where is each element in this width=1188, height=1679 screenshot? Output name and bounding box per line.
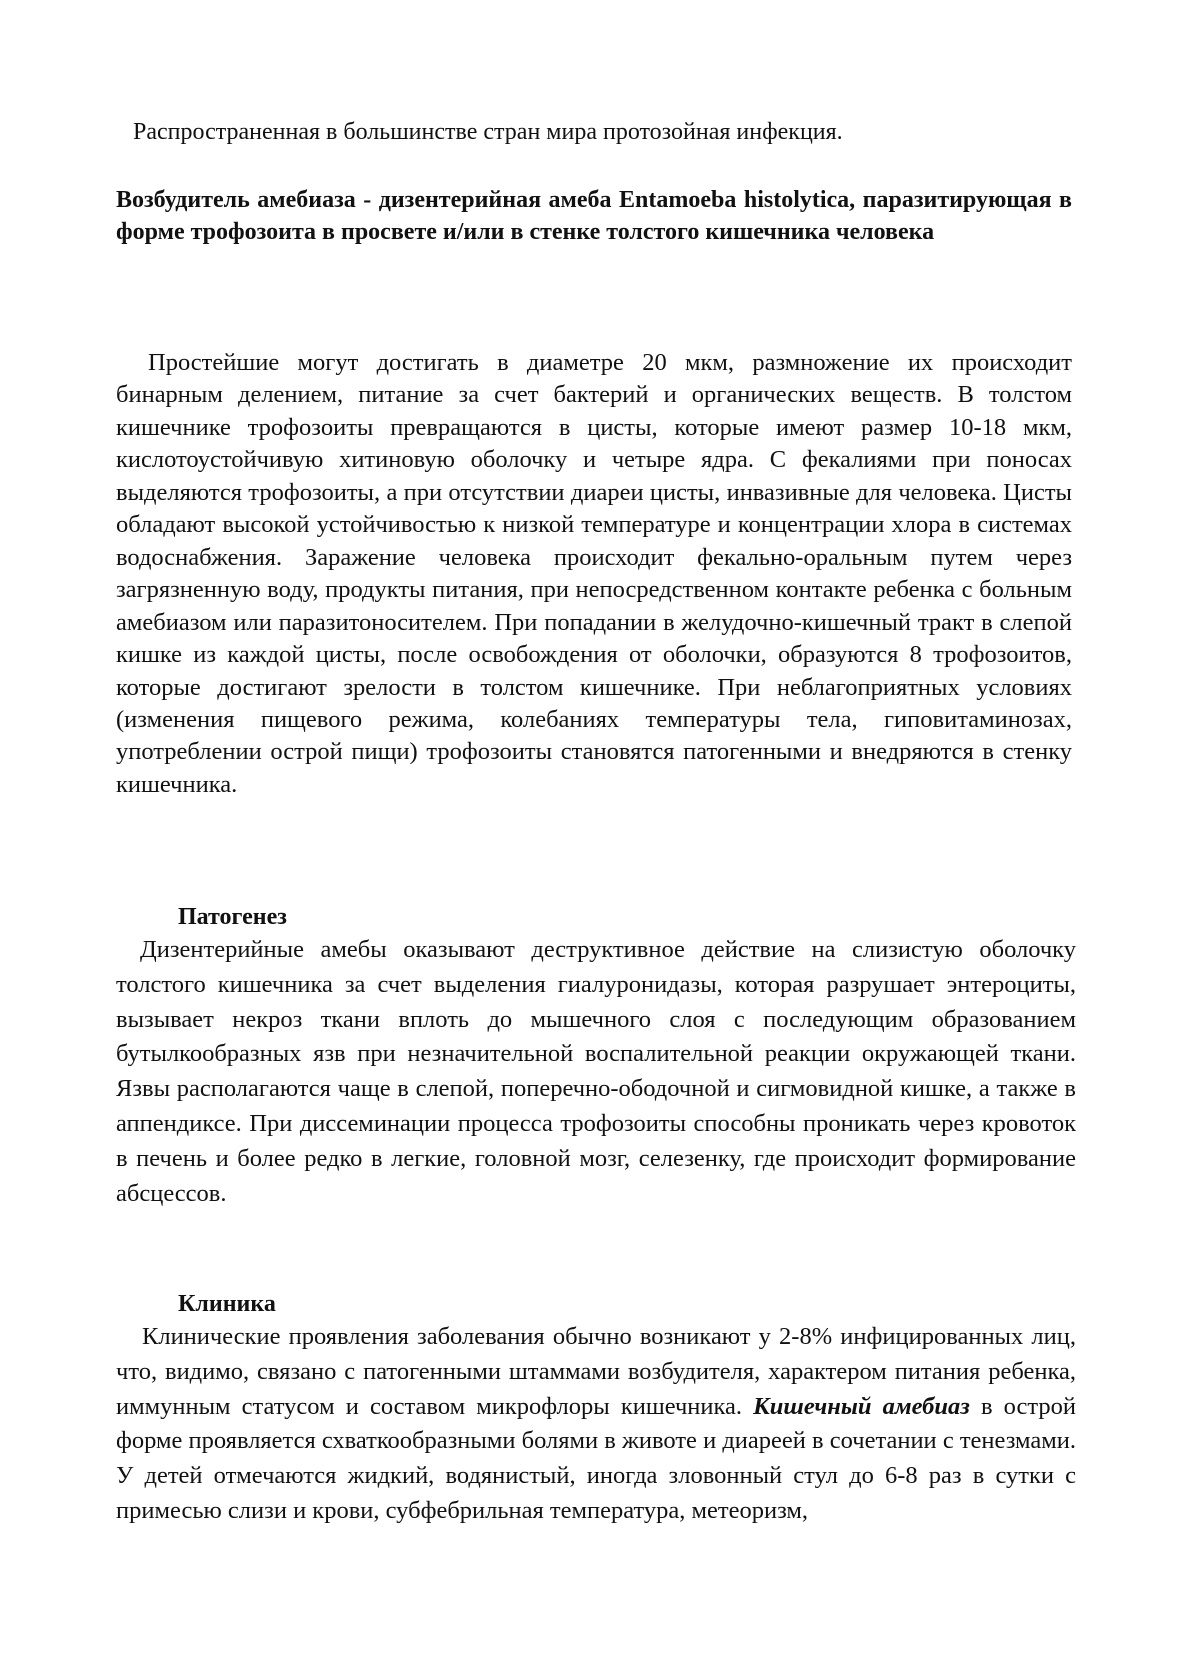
clinic-paragraph [116, 1320, 1076, 1529]
pathogenesis-paragraph: Дизентерийные амебы оказывают деструктивное действие на слизистую оболочку толстого кишечника за счет выделения гиалуронидазы, которая разрушает энтероциты, вызывает некроз ткани вплоть до мышечного слоя с последующим образованием бутылкообразных язв при незначительной воспалительной реакции окружающей ткани. Язвы располагаются чаще в слепой, поперечно-ободочной и сигмовидной кишке, а также в аппендиксе. При диссеминации процесса трофозоиты способны проникать через кровоток в печень и более редко в легкие, головной мозг, селезенку, где происходит формирование абсцессов. [116, 936, 1076, 1207]
clinic-text-before: Клинические проявления заболевания обычно возникают у 2-8% инфицированных лиц, что, видимо, связано с патогенными штаммами возбудителя, характером питания ребенка, иммунным статусом и составом микрофлоры кишечника. [116, 1323, 1076, 1420]
clinic-heading: Клиника [178, 1291, 276, 1317]
pathogen-paragraph: Возбудитель амебиаза - дизентерийная амеба Entamoeba histolytica, паразитирующая в форме трофозоита в просвете и/или в стенке толстого кишечника человека [116, 187, 1072, 245]
intro-line: Распространенная в большинстве стран мира протозойная инфекция. [133, 119, 843, 145]
description-paragraph: Простейшие могут достигать в диаметре 20 мкм, размножение их происходит бинарным делением, питание за счет бактерий и органических веществ. В толстом кишечнике трофозоиты превращаются в цисты, которые имеют размер 10-18 мкм, кислотоустойчивую хитиновую оболочку и четыре ядра. С фекалиями при поносах выделяются трофозоиты, а при отсутствии диареи цисты, инвазивные для человека. Цисты обладают высокой устойчивостью к низкой температуре и концентрации хлора в системах водоснабжения. Заражение человека происходит фекально-оральным путем через загрязненную воду, продукты питания, при непосредственном контакте ребенка с больным амебиазом или паразитоносителем. При попадании в желудочно-кишечный тракт в слепой кишке из каждой цисты, после освобождения от оболочки, образуются 8 трофозоитов, которые достигают зрелости в толстом кишечнике. При неблагоприятных условиях (изменения пищевого режима, колебаниях температуры тела, гиповитаминозах, употреблении острой пищи) трофозоиты становятся патогенными и внедряются в стенку кишечника. [116, 349, 1072, 798]
clinic-emphasis: Кишечный амебиаз [753, 1392, 970, 1420]
pathogenesis-heading: Патогенез [178, 904, 287, 930]
clinic-text-after: в острой форме проявляется схваткообразными болями в животе и диареей в сочетании с тенезмами. У детей отмечаются жидкий, водянистый, иногда зловонный стул до 6-8 раз в сутки с примесью слизи и крови, субфебрильная температура, метеоризм, [116, 1392, 1076, 1524]
